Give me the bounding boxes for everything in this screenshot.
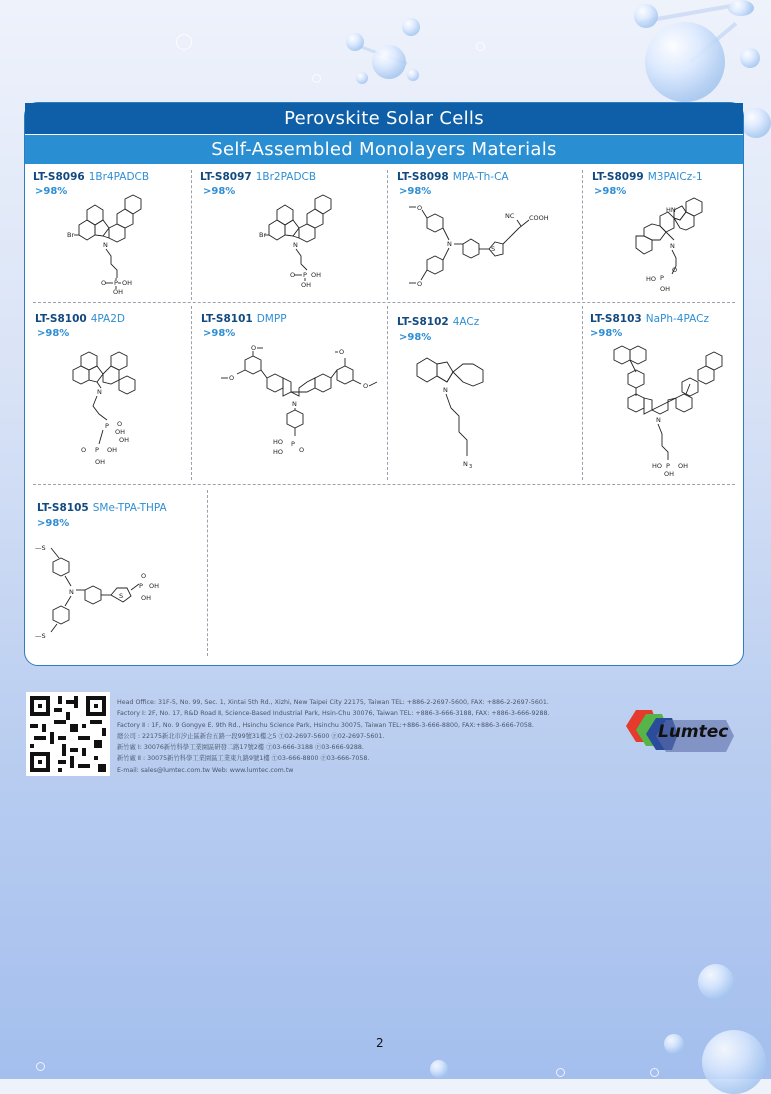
- factory-1-address-chinese: 新竹廠 Ⅰ: 30076新竹科學工業園區研發二路17號2樓 Ⓣ03-666-3188 Ⓕ03-666-9288.: [117, 744, 364, 752]
- bubble-decoration: [407, 69, 419, 81]
- product-purity: >98%: [203, 328, 236, 339]
- product-purity: >98%: [594, 186, 627, 197]
- product-item: [191, 164, 387, 302]
- svg-text:OH: OH: [301, 281, 312, 289]
- product-name: SMe-TPA-THPA: [92, 502, 167, 514]
- ring-decoration: [556, 1068, 565, 1077]
- svg-text:HN: HN: [666, 206, 676, 214]
- head-office-address-chinese: 總公司 : 22175新北市汐止區新台五路一段99號31樓之5 Ⓣ02-2697-5600 Ⓕ02-2697-5601.: [117, 732, 385, 740]
- product-item: [191, 306, 387, 482]
- product-code: LT-S8098 MPA-Th-CA: [397, 171, 509, 183]
- ring-decoration: [476, 42, 485, 51]
- product-code: LT-S8099 M3PAICz-1: [592, 171, 703, 183]
- svg-text:O: O: [290, 271, 296, 279]
- column-divider: [207, 490, 208, 656]
- product-card: [24, 102, 744, 666]
- svg-text:P: P: [303, 271, 307, 279]
- product-item: [25, 488, 207, 664]
- svg-text:N: N: [656, 416, 661, 424]
- molecule-structure: [606, 342, 740, 476]
- product-code: LT-S8096 1Br4PADCB: [33, 171, 150, 183]
- row-divider: [33, 484, 735, 485]
- bubble-decoration: [741, 108, 771, 138]
- product-item: [582, 306, 743, 482]
- svg-text:S: S: [119, 592, 124, 600]
- svg-text:O: O: [339, 348, 345, 356]
- row-divider: [33, 302, 735, 303]
- svg-text:O: O: [141, 572, 147, 580]
- svg-text:3: 3: [469, 464, 473, 470]
- molecule-structure: [405, 202, 580, 300]
- svg-text:HO: HO: [652, 462, 663, 470]
- svg-text:OH: OH: [115, 428, 126, 436]
- svg-text:O: O: [81, 446, 87, 454]
- svg-text:HO: HO: [273, 438, 284, 446]
- svg-text:Br: Br: [259, 231, 267, 239]
- qr-code-icon: [26, 692, 110, 776]
- svg-text:—S: —S: [35, 632, 46, 640]
- molecule-structure: [217, 342, 385, 476]
- product-name: 1Br4PADCB: [88, 171, 150, 183]
- bubble-decoration: [634, 4, 658, 28]
- svg-text:OH: OH: [107, 446, 118, 454]
- svg-text:P: P: [95, 446, 99, 454]
- svg-text:P: P: [139, 582, 143, 590]
- factory-2-address-chinese: 新竹廠 Ⅱ : 30075新竹科學工業園區工業東九路9號1樓 Ⓣ03-666-8800 Ⓕ03-666-7058.: [117, 755, 370, 763]
- product-name: 4PA2D: [90, 313, 126, 325]
- svg-text:N: N: [292, 400, 297, 408]
- product-code: LT-S8100 4PA2D: [35, 313, 126, 325]
- product-item: [387, 164, 582, 302]
- product-item: [25, 306, 191, 482]
- bubble-decoration: [402, 18, 420, 36]
- bubble-decoration: [645, 22, 725, 102]
- svg-text:OH: OH: [119, 436, 130, 444]
- svg-text:N: N: [69, 588, 74, 596]
- product-grid: [25, 164, 743, 664]
- bubble-decoration: [430, 1060, 448, 1078]
- molecule-structure: [630, 198, 740, 298]
- email-web[interactable]: E-mail: sales@lumtec.com.tw Web: www.lumtec.com.tw: [117, 766, 294, 774]
- product-purity: >98%: [399, 332, 432, 343]
- molecule-structure: [413, 352, 513, 472]
- molecule-structure: [35, 540, 205, 658]
- svg-text:O: O: [363, 382, 369, 390]
- product-purity: >98%: [37, 518, 70, 529]
- svg-text:O: O: [417, 204, 423, 212]
- product-purity: >98%: [203, 186, 236, 197]
- ring-decoration: [36, 1062, 45, 1071]
- bubble-decoration: [698, 964, 734, 1000]
- ring-decoration: [312, 74, 321, 83]
- bubble-decoration: [356, 72, 368, 84]
- svg-text:N: N: [670, 242, 675, 250]
- logo-text: Lumtec: [658, 722, 729, 742]
- page-title: Perovskite Solar Cells: [25, 103, 743, 134]
- svg-text:P: P: [666, 462, 670, 470]
- contact-information: [117, 697, 587, 776]
- product-code: LT-S8105 SMe-TPA-THPA: [37, 502, 167, 514]
- svg-text:P: P: [291, 440, 295, 448]
- svg-text:OH: OH: [149, 582, 160, 590]
- svg-text:O: O: [299, 446, 305, 454]
- svg-text:N: N: [293, 241, 298, 249]
- svg-text:N: N: [103, 241, 108, 249]
- molecule-structure: [65, 196, 165, 296]
- product-code: LT-S8097 1Br2PADCB: [200, 171, 317, 183]
- svg-text:O: O: [251, 344, 257, 352]
- svg-text:COOH: COOH: [529, 214, 549, 222]
- svg-text:S: S: [491, 245, 496, 253]
- product-purity: >98%: [35, 186, 68, 197]
- svg-text:OH: OH: [664, 470, 675, 478]
- svg-text:Br: Br: [67, 231, 75, 239]
- svg-text:OH: OH: [311, 271, 322, 279]
- bubble-decoration: [346, 33, 364, 51]
- product-name: 4ACz: [452, 316, 480, 328]
- svg-text:OH: OH: [122, 279, 133, 287]
- page-number: 2: [376, 1036, 384, 1050]
- svg-text:P: P: [660, 274, 664, 282]
- product-purity: >98%: [37, 328, 70, 339]
- bubble-decoration: [728, 0, 754, 16]
- molecule-structure: [261, 196, 371, 296]
- product-name: 1Br2PADCB: [255, 171, 317, 183]
- svg-text:O: O: [672, 266, 678, 274]
- head-office-address: Head Office: 31F-5, No. 99, Sec. 1, Xintai 5th Rd., Xizhi, New Taipei City 22175, Taiwan TEL: +886-2-2697-5600, FAX: +886-2-2697-5601.: [117, 699, 549, 706]
- product-code: LT-S8101 DMPP: [201, 313, 287, 325]
- product-code: LT-S8102 4ACz: [397, 316, 480, 328]
- svg-text:—S: —S: [35, 544, 46, 552]
- svg-text:O: O: [117, 420, 123, 428]
- molecule-structure: [67, 350, 167, 470]
- product-item: [25, 164, 191, 302]
- product-purity: >98%: [399, 186, 432, 197]
- bubble-decoration: [702, 1030, 766, 1094]
- product-item: [582, 164, 743, 302]
- svg-text:OH: OH: [141, 594, 152, 602]
- svg-text:OH: OH: [678, 462, 689, 470]
- ring-decoration: [176, 34, 192, 50]
- svg-text:OH: OH: [113, 288, 124, 296]
- svg-text:OH: OH: [660, 285, 671, 293]
- svg-text:O: O: [229, 374, 235, 382]
- qr-code[interactable]: [26, 692, 110, 776]
- product-name: DMPP: [256, 313, 287, 325]
- svg-text:O: O: [101, 279, 107, 287]
- factory-2-address: Factory Ⅱ : 1F, No. 9 Gongye E. 9th Rd., Hsinchu Science Park, Hsinchu 30075, Taiwan TEL:+886-3-666-8800, FAX:+886-3-666-7058.: [117, 721, 534, 729]
- product-name: NaPh-4PACz: [645, 313, 709, 325]
- page-subtitle: Self-Assembled Monolayers Materials: [25, 134, 743, 164]
- svg-text:P: P: [114, 279, 118, 287]
- product-code: LT-S8103 NaPh-4PACz: [590, 313, 709, 325]
- svg-text:N: N: [97, 388, 102, 396]
- svg-text:HO: HO: [646, 275, 657, 283]
- ring-decoration: [650, 1068, 659, 1077]
- svg-text:OH: OH: [95, 458, 106, 466]
- svg-text:HO: HO: [273, 448, 284, 456]
- svg-text:NC: NC: [505, 212, 515, 220]
- svg-text:N: N: [463, 460, 468, 468]
- factory-1-address: Factory Ⅰ: 2F, No. 17, R&D Road Ⅱ, Science-Based Industrial Park, Hsin-Chu 30076, Taiwan TEL: +886-3-666-3188, FAX: +886-3-666-9288.: [117, 710, 550, 718]
- svg-text:P: P: [105, 422, 109, 430]
- product-name: MPA-Th-CA: [452, 171, 509, 183]
- product-name: M3PAICz-1: [647, 171, 703, 183]
- svg-text:O: O: [417, 280, 423, 288]
- bubble-decoration: [740, 48, 760, 68]
- product-purity: >98%: [590, 328, 623, 339]
- product-item: [387, 306, 582, 482]
- svg-text:N: N: [447, 240, 452, 248]
- bubble-decoration: [664, 1034, 684, 1054]
- bubble-decoration: [372, 45, 406, 79]
- svg-text:N: N: [443, 386, 448, 394]
